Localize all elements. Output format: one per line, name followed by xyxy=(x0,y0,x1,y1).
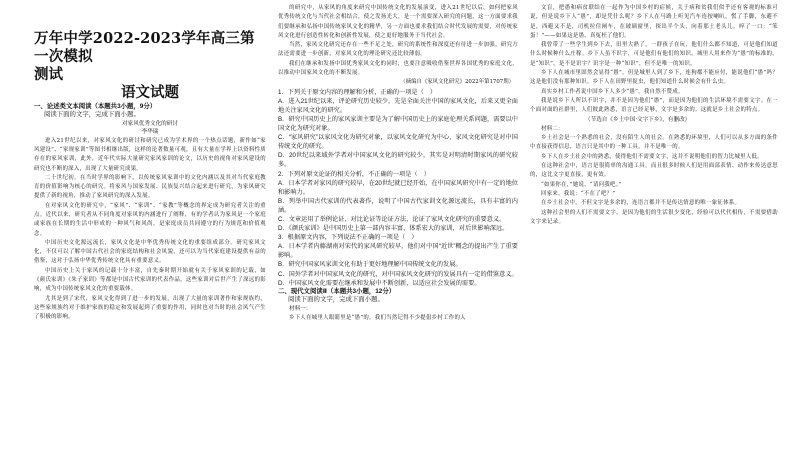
article-paragraph: 我们在继承和发扬中国优秀家风文化的同时，也要注意吸收借鉴世界各国优秀的家庭文化，以推动中国家风文化的不断发展。 xyxy=(278,60,518,77)
article-author: 李华瑞 xyxy=(141,129,159,136)
section-1-instruction: 阅读下面的文字，完成下面小题。 xyxy=(44,111,140,119)
material-paragraph: 我是说乡下人所以不识字，并不是因为他们“愚”，而是因为他们的生活环境不需要文字。在一个面对面的社群里，人们彼此熟悉，语言已经足够，文字是多余的。这就是乡土社会的特点。 xyxy=(530,97,778,114)
article-paragraph: 二十世纪初，在当时学界的影响下，以传统家风家训中的文化内涵以及其对当代家庭教育的价值影响为核心的研究。将家风与国家发展、民族复兴结合起来进行研究，为家风研究提供了新的视角，推动了家风研究的深入发展。 xyxy=(34,174,266,200)
section-2-heading: 二、现代文阅读Ⅱ（本题共3小题，12分） xyxy=(278,287,396,295)
section-2-instruction: 阅读下面的文字，完成下面小题。 xyxy=(288,296,384,304)
question-1-option-d: D．20世纪以来域外学者对中国家风文化的研究较少，其实是对明清时期家风的研究较多。 xyxy=(278,152,518,169)
material-paragraph: 我曾带了一些学生到乡下去，田里大熟了，一群孩子在玩，他们什么都不知道，可是他们知道什么时候种什么庄稼。乡下人虽不识字，可是他们有他们的知识。城里人用来作为“愚”的标准的，是“知识”，是不是识字？识字是一种“知识”，但不是唯一的知识。 xyxy=(530,42,778,67)
column-1 xyxy=(34,4,266,453)
material-paragraph: “如果你在，”她说，“请问我吧。” xyxy=(541,181,622,188)
article-paragraph: 中国历史文化源远流长，家风文化是中华优秀传统文化的重要组成部分。研究家风文化，不仅可以了解中国古代社会的家庭结构和社会风貌，还可以为当代家庭建设提供有益的借鉴，这对于弘扬中华优秀传统文化具有重要意义。 xyxy=(34,239,266,265)
question-3-option-b: B．研究中国家风家训文化有助于更好地理解中国传统文化的发展。 xyxy=(278,261,462,269)
article-title: 对家风优秀文化的研讨 xyxy=(122,120,178,127)
question-2-option-b: B．列举中国古代家训的代表著作，说明了中国古代家训文化源远流长，具有丰富的内涵。 xyxy=(278,197,518,214)
exam-title: 万年中学2022-2023学年高三第一次模拟 xyxy=(34,30,255,65)
question-3-option-d: D．中国家风文化需要在继承和发展中不断创新，以适应社会发展的需要。 xyxy=(278,279,481,287)
article-paragraph: 的研究中，从家风的角度来研究中国传统文化的发展演变，进入21世纪以后，如何把家风优秀传统文化与当代社会相结合，使之发扬光大，是一个需要深入研究的问题，这一方面要求我们要继承和弘扬中国传统家风文化的精华，另一方面也要求我们结合时代发展的需要，对传统家风文化进行创造性转化和创新性发展，使之更好地服务于当代社会。 xyxy=(278,5,518,39)
material-paragraph: 乡土社会是一个熟悉的社会，没有陌生人的社会。在熟悉的环境里，人们可以从多方面的条件中直接获得信息，语言只是其中的一种工具，并不是唯一的。 xyxy=(530,135,778,151)
column-3 xyxy=(530,4,778,453)
material-paragraph: 乡下人在城里人眼睛里是“愚”的。我们当然记得不少提倡乡村工作的人 xyxy=(289,314,466,321)
article-paragraph: 进入21世纪以来，对家风文化的研讨和研究已成为学术界的一个热点话题，新作如“家风建设”、“家规家训”等图书相继出版，这样的论著数量可观，且有大量在学界上以资料性质存在的家风家训，此外，近年代实际大量研究家风家训的论文，以历史的视角对家风建设的研究也不断的深入，出现了大量研究成果。 xyxy=(34,137,266,172)
question-1-option-c: C．“家风研究”以家风文化为研究对象，以家风文化研究为中心，家风文化研究是对中国传统文化的研究。 xyxy=(278,134,518,151)
question-1-stem: 1．下列关于原文内容的理解和分析，正确的一项是（ ） xyxy=(278,88,437,96)
material-paragraph: 文盲，把愚和病贫联结在一起作为中国乡村的症候，关于病和贫我们似乎还有客观的标准可说，但是说乡下人“愚”，却是凭什么呢？乡下人在马路上听见汽车连按喇叭，慌了手脚，东避不是，西避又不是，司机拉住闸车，在玻璃窗里，探出半个头，向着那土老头儿，啐了一口：“笨蛋！”——如果这是愚，真冤枉了他们。 xyxy=(530,5,778,39)
question-3-stem: 3．根据原文内容，下列说法不正确的一项是（ ） xyxy=(278,234,418,242)
material-1-label: 材料一： xyxy=(289,305,312,312)
column-2 xyxy=(278,4,518,453)
material-1-source: （节选自《乡土中国·文字下乡》，有删改） xyxy=(585,116,691,123)
exam-title-cont: 测试 xyxy=(34,66,63,83)
article-paragraph: 中国历史上关于家风的记载十分丰富，自先秦时期开始就有关于家风家训的记载，如《颜氏家训》《朱子家训》等都是中国古代家训的代表作品，这些家训对后世产生了深远的影响，成为中国传统家风文化的重要载体。 xyxy=(34,267,266,293)
section-1-heading: 一、论述类文本阅读（本题共3小题，9分） xyxy=(34,103,157,110)
article-paragraph: 当然，家风文化研究还存在一些不足之处，研究的系统性和深度还有待进一步加强，研究方法还需要进一步创新，对家风文化的理论研究还比较薄弱。 xyxy=(278,42,518,58)
article-source: （摘编自《家风文化研究》2022年第1707期） xyxy=(400,79,514,86)
question-2-option-a: A．日本学者对家风的研究较早，在20世纪就已经开始，在中国家风研究中有一定的地位和影响力。 xyxy=(278,179,518,196)
question-1-option-a: A．进入21世纪以来，评论研究历史较少，先是全面关注中国的家风文化，后来又更全面地关注家风文化的研究。 xyxy=(278,97,518,114)
exam-subtitle: 语文试题 xyxy=(121,84,179,101)
material-paragraph: 在这种社会中，语言是很简单的沟通工具，而且很多时候人们是用面部表情、动作来传达意思的，这比文字更直接，更有效。 xyxy=(530,163,778,179)
material-paragraph: 真实乡村工作者说中国乡下人多少“愚”，我自然不赞成。 xyxy=(541,88,684,95)
question-3-option-c: C．国外学者对中国家风文化的研究，对中国家风文化研究的发展具有一定的借鉴意义。 xyxy=(278,270,518,278)
question-1-option-b: B．研究中国历史上的家风家训主要是为了解中国历史上的家庭伦理关系问题，需要以中国文化为研究对象。 xyxy=(278,115,518,133)
material-paragraph: 乡下人在城市里固然会显得“愚”，但是城里人到了乡下，连狗都不能应付，能说他们“愚”吗？这是他们没有那种知识。乡下人在田野里捉虫，他们知道什么时候会有什么虫。 xyxy=(530,70,778,86)
material-paragraph: 回家来，我说：“不在了吧？” xyxy=(541,190,616,197)
question-2-stem: 2．下列对原文论证的相关分析，不正确的一项是（ ） xyxy=(278,170,430,178)
article-paragraph: 尤其是到了宋代，家风文化得到了进一步的发展，出现了大量的家训著作和家规族约，这些家规族约对于维护家族的稳定和发展起到了重要的作用，同时也对当时的社会风气产生了积极的影响。 xyxy=(34,295,266,321)
material-paragraph: 在乡土社会中，不但文字是多余的，连语言都并不是传达情意的唯一象征体系。 xyxy=(541,200,741,207)
question-2-option-d: D．《颜氏家训》是中国历史上第一部内容丰富、体系宏大的家训，对后世影响深远。 xyxy=(278,225,509,233)
material-paragraph: 这种社会里的人们不需要文字，是因为他们的生活很少变化，经验可以代代相传，不需要借助文字来记录。 xyxy=(530,209,778,225)
article-paragraph: 在对家风文化的研究中，“家风”、“家训”、“家教”等概念的界定成为研究者关注的重点。近代以来，研究者从不同角度对家风的内涵进行了阐释，有的学者认为家风是一个家庭或家族在长期的生活中形成的一种风气和风尚，是家庭成员共同遵守的行为规范和价值观念。 xyxy=(34,202,266,237)
question-2-option-c: C．文章运用了举例论证、对比论证等论证方法，论证了家风文化研究的重要意义。 xyxy=(278,215,506,223)
question-3-option-a: A．日本学者内藤湖南对宋代的家风研究较早，他们对中国“近世”概念的提出产生了重要影响。 xyxy=(278,243,518,260)
material-paragraph: 乡下人在乡土社会中的熟悉，使得他们不需要文字，这并不说明他们的智力比城里人低。 xyxy=(541,153,763,160)
material-2-label: 材料二： xyxy=(541,125,564,132)
